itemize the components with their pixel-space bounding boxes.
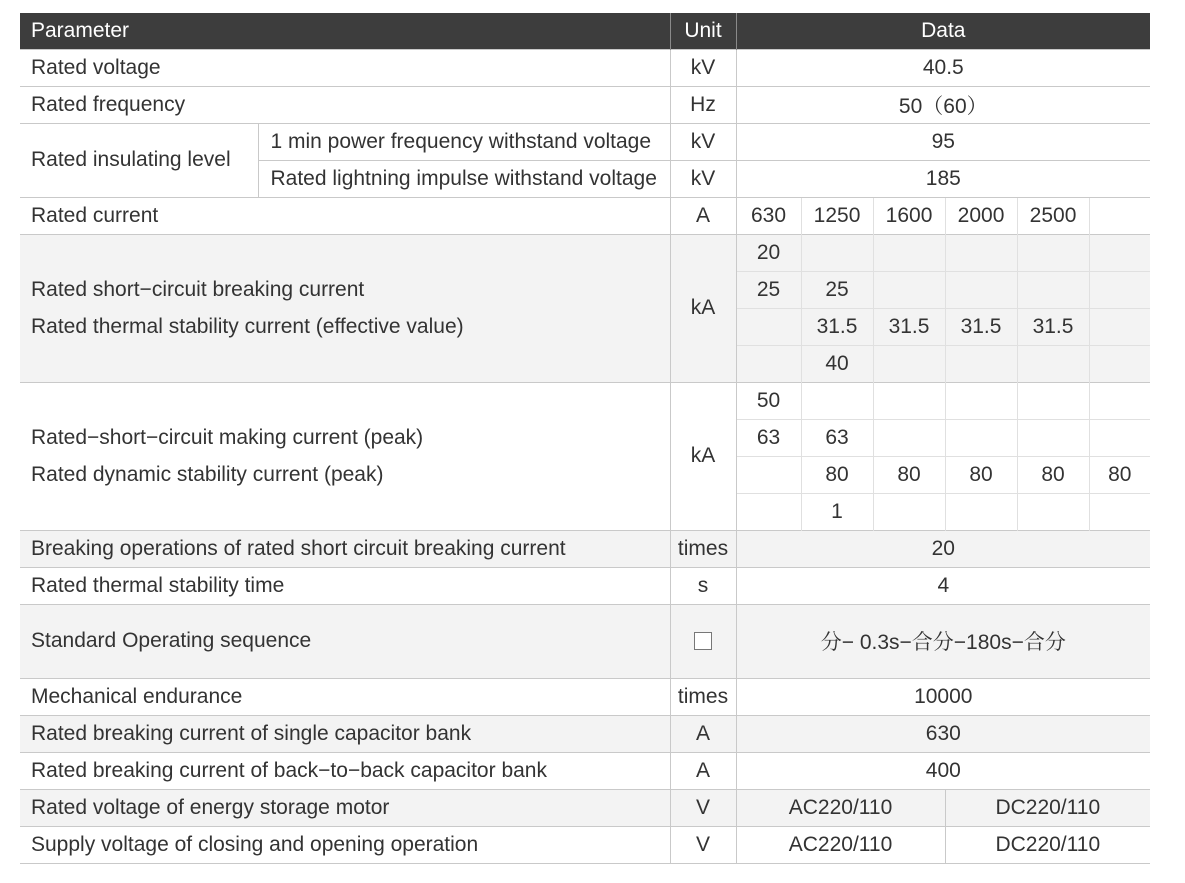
motor-voltage-param: Rated voltage of energy storage motor [20, 789, 670, 826]
thermal-stability-time-unit: s [670, 567, 736, 604]
header-data: Data [736, 13, 1150, 49]
rated-frequency-param: Rated frequency [20, 86, 670, 123]
making-cell [1017, 493, 1089, 530]
breaking-cell [1089, 234, 1150, 271]
breaking-cell: 31.5 [1017, 308, 1089, 345]
table-row [20, 86, 1150, 123]
parameter-table [20, 13, 1150, 864]
rated-current-param: Rated current [20, 197, 670, 234]
table-row [20, 604, 1150, 678]
breaking-cell: 31.5 [873, 308, 945, 345]
breaking-cell [945, 271, 1017, 308]
breaking-cell [873, 345, 945, 382]
breaking-cell [1017, 271, 1089, 308]
single-capacitor-param: Rated breaking current of single capacitor bank [20, 715, 670, 752]
making-cell [873, 382, 945, 419]
breaking-cell [801, 234, 873, 271]
making-cell: 63 [736, 419, 801, 456]
making-current-param [20, 382, 670, 530]
making-cell: 80 [1017, 456, 1089, 493]
breaking-cell: 31.5 [801, 308, 873, 345]
single-capacitor-unit: A [670, 715, 736, 752]
table-row [20, 752, 1150, 789]
table-row [20, 123, 1150, 160]
supply-voltage-ac: AC220/110 [736, 826, 945, 863]
table-row [20, 234, 1150, 271]
table-row [20, 382, 1150, 419]
rated-frequency-value: 50（60） [736, 86, 1150, 123]
rated-current-2500: 2500 [1017, 197, 1089, 234]
breaking-cell [945, 345, 1017, 382]
breaking-cell: 20 [736, 234, 801, 271]
thermal-stability-time-value: 4 [736, 567, 1150, 604]
rated-frequency-unit: Hz [670, 86, 736, 123]
making-cell [1089, 382, 1150, 419]
breaking-cell [1017, 234, 1089, 271]
making-cell [1089, 419, 1150, 456]
making-cell [801, 382, 873, 419]
making-cell [945, 493, 1017, 530]
breaking-current-line1: Rated short−circuit breaking current [31, 278, 365, 301]
breaking-cell [1017, 345, 1089, 382]
operating-sequence-value: 分− 0.3s−合分−180s−合分 [736, 604, 1150, 678]
breaking-current-line2: Rated thermal stability current (effective value) [31, 315, 464, 338]
making-cell: 1 [801, 493, 873, 530]
making-current-line2: Rated dynamic stability current (peak) [31, 463, 384, 486]
rated-current-2000: 2000 [945, 197, 1017, 234]
insulating-level-param: Rated insulating level [20, 123, 258, 197]
breaking-operations-unit: times [670, 530, 736, 567]
power-frequency-label: 1 min power frequency withstand voltage [258, 123, 670, 160]
breaking-cell [873, 271, 945, 308]
breaking-cell [1089, 308, 1150, 345]
rated-current-empty [1089, 197, 1150, 234]
rated-current-unit: A [670, 197, 736, 234]
breaking-cell: 31.5 [945, 308, 1017, 345]
making-cell [1017, 382, 1089, 419]
breaking-cell: 25 [801, 271, 873, 308]
making-cell: 50 [736, 382, 801, 419]
breaking-cell [1089, 271, 1150, 308]
back-to-back-capacitor-unit: A [670, 752, 736, 789]
operating-sequence-param: Standard Operating sequence [20, 604, 670, 678]
breaking-cell [873, 234, 945, 271]
supply-voltage-param: Supply voltage of closing and opening operation [20, 826, 670, 863]
table-row [20, 567, 1150, 604]
making-cell [873, 493, 945, 530]
making-cell [736, 493, 801, 530]
lightning-impulse-unit: kV [670, 160, 736, 197]
motor-voltage-dc: DC220/110 [945, 789, 1150, 826]
power-frequency-value: 95 [736, 123, 1150, 160]
making-cell [1017, 419, 1089, 456]
rated-current-630: 630 [736, 197, 801, 234]
back-to-back-capacitor-param: Rated breaking current of back−to−back capacitor bank [20, 752, 670, 789]
power-frequency-unit: kV [670, 123, 736, 160]
supply-voltage-dc: DC220/110 [945, 826, 1150, 863]
mechanical-endurance-param: Mechanical endurance [20, 678, 670, 715]
lightning-impulse-label: Rated lightning impulse withstand voltage [258, 160, 670, 197]
table-row [20, 826, 1150, 863]
mechanical-endurance-unit: times [670, 678, 736, 715]
checkbox-icon [694, 632, 712, 650]
table-row [20, 530, 1150, 567]
rated-voltage-value: 40.5 [736, 49, 1150, 86]
table-row [20, 197, 1150, 234]
motor-voltage-ac: AC220/110 [736, 789, 945, 826]
back-to-back-capacitor-value: 400 [736, 752, 1150, 789]
header-unit: Unit [670, 13, 736, 49]
single-capacitor-value: 630 [736, 715, 1150, 752]
making-cell [945, 419, 1017, 456]
header-parameter: Parameter [20, 13, 670, 49]
breaking-operations-param: Breaking operations of rated short circuit breaking current [20, 530, 670, 567]
making-cell: 63 [801, 419, 873, 456]
making-cell: 80 [1089, 456, 1150, 493]
making-cell: 80 [873, 456, 945, 493]
operating-sequence-unit [670, 604, 736, 678]
table-row [20, 789, 1150, 826]
making-current-unit: kA [670, 382, 736, 530]
making-cell [873, 419, 945, 456]
rated-voltage-param: Rated voltage [20, 49, 670, 86]
rated-voltage-unit: kV [670, 49, 736, 86]
table-row [20, 678, 1150, 715]
making-current-line1: Rated−short−circuit making current (peak) [31, 426, 424, 449]
table-row [20, 49, 1150, 86]
table-row [20, 715, 1150, 752]
breaking-cell [736, 308, 801, 345]
rated-current-1250: 1250 [801, 197, 873, 234]
making-cell: 80 [945, 456, 1017, 493]
making-cell: 80 [801, 456, 873, 493]
breaking-cell: 40 [801, 345, 873, 382]
motor-voltage-unit: V [670, 789, 736, 826]
lightning-impulse-value: 185 [736, 160, 1150, 197]
making-cell [736, 456, 801, 493]
making-cell [945, 382, 1017, 419]
breaking-cell [1089, 345, 1150, 382]
breaking-cell [736, 345, 801, 382]
rated-current-1600: 1600 [873, 197, 945, 234]
breaking-current-param [20, 234, 670, 382]
table-header-row [20, 13, 1150, 49]
thermal-stability-time-param: Rated thermal stability time [20, 567, 670, 604]
breaking-cell [945, 234, 1017, 271]
making-cell [1089, 493, 1150, 530]
supply-voltage-unit: V [670, 826, 736, 863]
mechanical-endurance-value: 10000 [736, 678, 1150, 715]
breaking-operations-value: 20 [736, 530, 1150, 567]
breaking-current-unit: kA [670, 234, 736, 382]
breaking-cell: 25 [736, 271, 801, 308]
